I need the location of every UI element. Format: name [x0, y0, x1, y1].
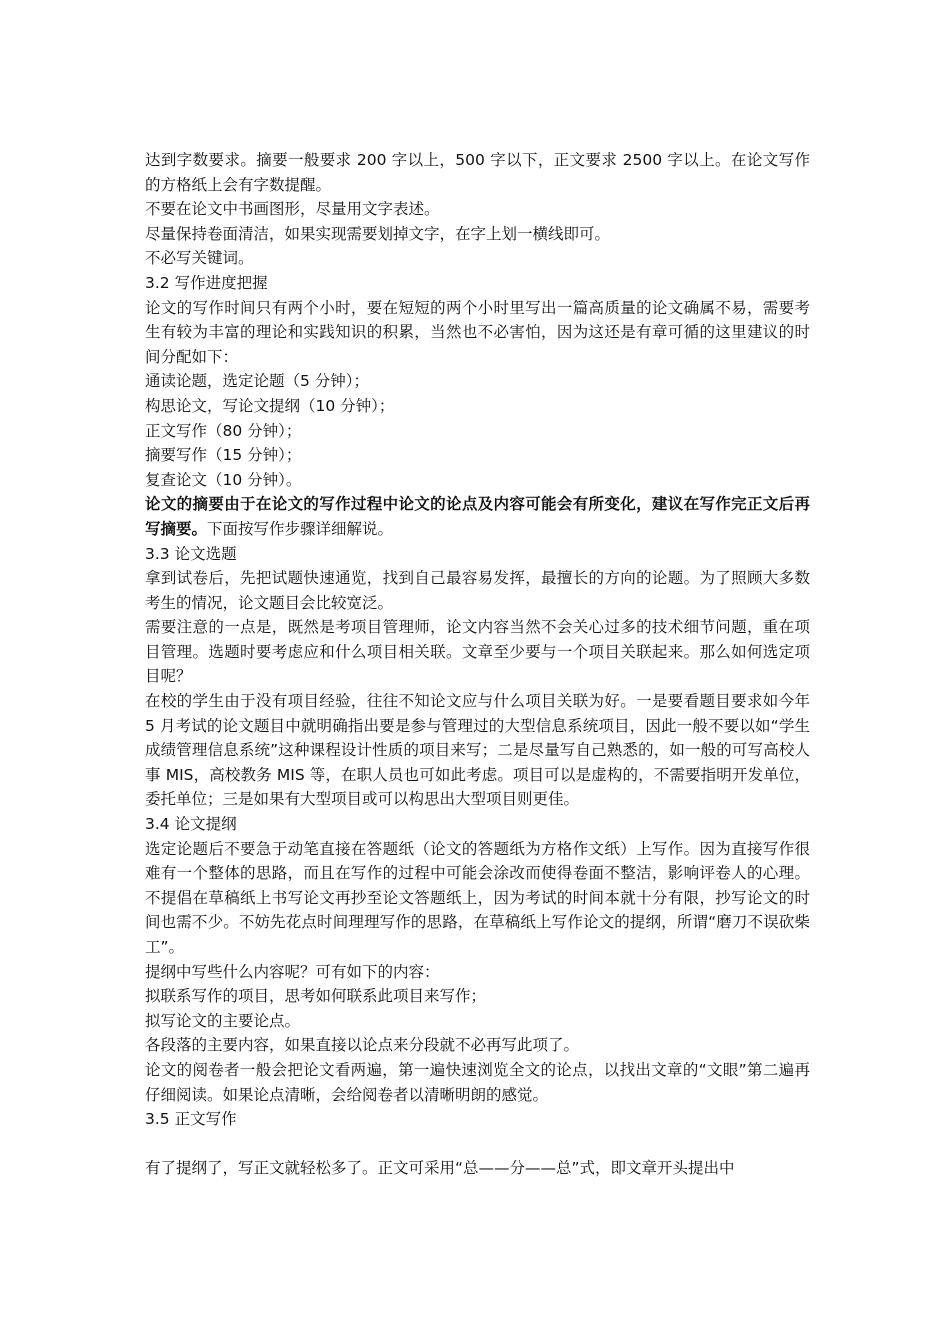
- paragraph: 达到字数要求。摘要一般要求 200 字以上，500 字以下，正文要求 2500 字以上。在论文写作的方格纸上会有字数提醒。: [145, 151, 810, 194]
- paragraph: 拟联系写作的项目，思考如何联系此项目来写作；: [145, 987, 487, 1006]
- paragraph: 各段落的主要内容，如果直接以论点来分段就不必再写此项了。: [145, 1036, 580, 1055]
- blank-line: [145, 1132, 810, 1156]
- paragraph: 有了提纲了，写正文就轻松多了。正文可采用“总——分——总”式，即文章开头提出中: [145, 1158, 735, 1177]
- list-item: 通读论题，选定论题（5 分钟）；: [145, 372, 370, 391]
- section-heading: 3.4 论文提纲: [145, 815, 237, 834]
- paragraph: 需要注意的一点是，既然是考项目管理师，论文内容当然不会关心过多的技术细节问题，重在项目管理。选题时要考虑应和什么项目相关联。文章至少要与一个项目关联起来。那么如何选定项目呢？: [145, 618, 810, 686]
- paragraph: 尽量保持卷面清洁，如果实现需要划掉文字，在字上划一横线即可。: [145, 224, 611, 243]
- paragraph: 在校的学生由于没有项目经验，往往不知论文应与什么项目关联为好。一是要看题目要求如今年 5 月考试的论文题目中就明确指出要是参与管理过的大型信息系统项目，因此一般不要以如“学生成绩管理信息系统”这种课程设计性质的项目来写；二是尽量写自己熟悉的，如一般的可写高校人事 MIS，高校教务 MIS 等，在职人员也可如此考虑。项目可以是虚构的，不需要指明开发单位，委托单位；三是如果有大型项目或可以构思出大型项目则更佳。: [145, 692, 810, 809]
- paragraph: 提纲中写些什么内容呢？可有如下的内容：: [145, 962, 440, 981]
- paragraph: 不要在论文中书画图形，尽量用文字表述。: [145, 200, 440, 219]
- list-item: 复查论文（10 分钟）。: [145, 470, 302, 489]
- paragraph: [145, 492, 810, 541]
- list-item: 摘要写作（15 分钟）；: [145, 446, 302, 465]
- section-heading: 3.3 论文选题: [145, 544, 237, 563]
- paragraph: 拟写论文的主要论点。: [145, 1011, 301, 1030]
- paragraph: 拿到试卷后，先把试题快速通览，找到自己最容易发挥，最擅长的方向的论题。为了照顾大多数考生的情况，论文题目会比较宽泛。: [145, 569, 810, 612]
- document-page: [145, 148, 810, 1180]
- text-span: 下面按写作步骤详细解说。: [207, 519, 394, 538]
- paragraph: 不必写关键词。: [145, 249, 254, 268]
- paragraph: 论文的写作时间只有两个小时，要在短短的两个小时里写出一篇高质量的论文确属不易，需要考生有较为丰富的理论和实践知识的积累，当然也不必害怕，因为这还是有章可循的这里建议的时间分配如下：: [145, 298, 810, 366]
- bold-text: 论文的摘要由于在论文的写作过程中论文的论点及内容可能会有所变化，建议在写作完正文后再写摘要。: [145, 495, 810, 538]
- section-heading: 3.2 写作进度把握: [145, 273, 268, 292]
- paragraph: 选定论题后不要急于动笔直接在答题纸（论文的答题纸为方格作文纸）上写作。因为直接写作很难有一个整体的思路，而且在写作的过程中可能会涂改而使得卷面不整洁，影响评卷人的心理。不提倡在草稿纸上书写论文再抄至论文答题纸上，因为考试的时间本就十分有限，抄写论文的时间也需不少。不妨先花点时间理理写作的思路，在草稿纸上写作论文的提纲，所谓“磨刀不误砍柴工”。: [145, 839, 810, 956]
- list-item: 正文写作（80 分钟）；: [145, 421, 302, 440]
- paragraph: 论文的阅卷者一般会把论文看两遍，第一遍快速浏览全文的论点，以找出文章的“文眼”第二遍再仔细阅读。如果论点清晰，会给阅卷者以清晰明朗的感觉。: [145, 1060, 810, 1104]
- section-heading: 3.5 正文写作: [145, 1110, 237, 1129]
- list-item: 构思论文，写论文提纲（10 分钟）；: [145, 396, 395, 415]
